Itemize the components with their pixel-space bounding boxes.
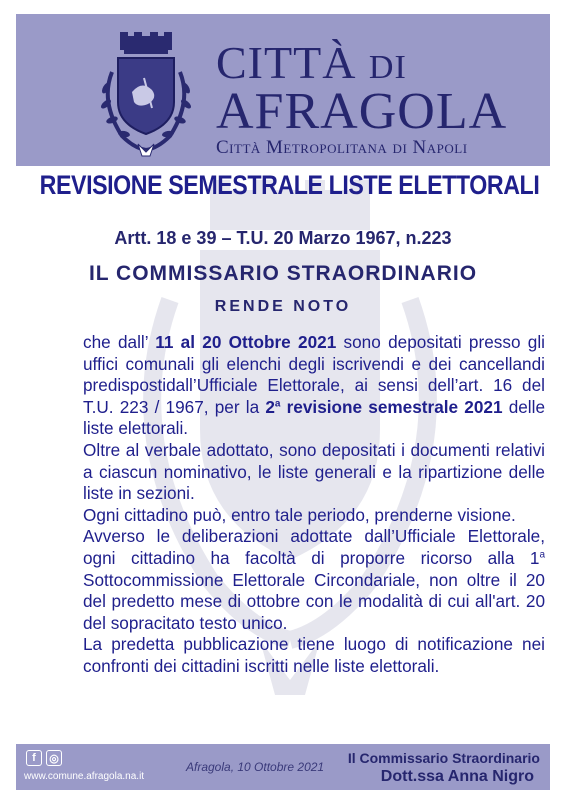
city-title-prefix — [216, 37, 407, 88]
social-links — [26, 750, 62, 766]
footer-band — [16, 744, 550, 790]
notice-body — [83, 332, 545, 678]
signer-name: Dott.ssa Anna Nigro — [380, 768, 534, 785]
revision-label: 2$^a$ revisione semestrale 2021 — [265, 396, 503, 417]
signer-title: Il Commissario Straordinario — [347, 750, 540, 766]
city-di: DI — [368, 49, 407, 86]
issuer-title: IL COMMISSARIO STRAORDINARIO — [88, 262, 478, 285]
notice-headline: REVISIONE SEMESTRALE LISTE ELETTORALI — [39, 170, 540, 200]
paragraph-notification: La predetta pubblicazione tiene luogo di notificazione nei confronti dei cittadini iscritti nelle liste elettorali. — [83, 634, 545, 676]
instagram-icon[interactable]: ◎ — [46, 750, 62, 766]
publication-date: Afragola, 10 Ottobre 2021 — [186, 760, 325, 774]
announcement-label: RENDE NOTO — [214, 298, 352, 315]
city-crest-icon — [86, 32, 206, 160]
paragraph-viewing: Ogni cittadino può, entro tale periodo, prenderne visione. — [83, 504, 516, 525]
city-prefix: CITTÀ — [216, 37, 357, 88]
header-band — [16, 14, 550, 166]
paragraph-documents: Oltre al verbale adottato, sono depositati i documenti relativi a ciascun nominativo, le liste generali e la ripartizione delle liste in sezioni. — [83, 439, 545, 504]
facebook-icon[interactable]: f — [26, 750, 42, 766]
city-name: AFRAGOLA — [216, 83, 508, 140]
city-subtitle: Città Metropolitana di Napoli — [216, 137, 468, 158]
paragraph-appeal: Avverso le deliberazioni adottate dall’Ufficiale Elettorale, ogni cittadino ha facoltà di proporre ricorso alla 1$^a$ Sottocommissione Elettorale Circondariale, non oltre il 20 del predetto mese di ottobre con le modalità di cui all'art. 20 del sopracitato testo unico. — [83, 526, 545, 633]
legal-reference: Artt. 18 e 39 – T.U. 20 Marzo 1967, n.223 — [114, 228, 452, 248]
website-link[interactable]: www.comune.afragola.na.it — [24, 771, 145, 782]
paragraph-deposit: che dall’ 11 al 20 Ottobre 2021 sono depositati presso gli uffici comunali gli elenchi degli iscrivendi e dei cancellandi predispostidall’Ufficiale Elettorale, ai sensi dell’art. 16 del T.U. 223 / 1967, per la 2$^a$ revisione semestrale 2021 delle liste elettorali. — [83, 332, 546, 439]
deposit-dates: 11 al 20 Ottobre 2021 — [155, 332, 337, 352]
